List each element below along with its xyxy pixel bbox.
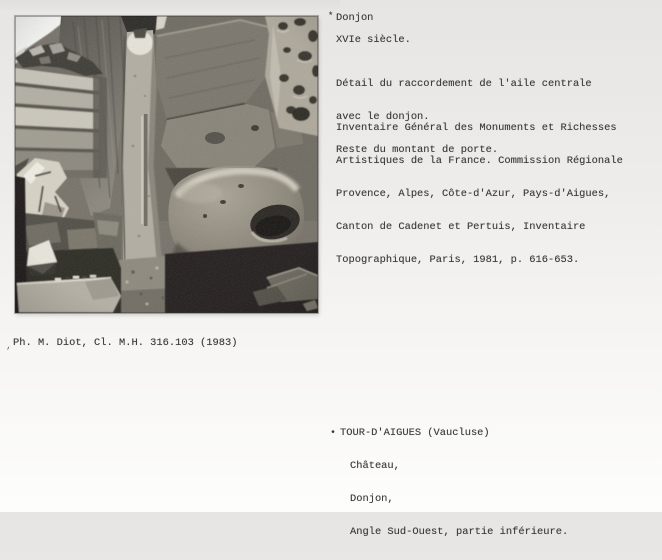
stray-mark: , — [6, 341, 13, 352]
location-title: TOUR-D'AIGUES (Vaucluse) — [340, 427, 490, 439]
reference-line: Inventaire Général des Monuments et Richesses — [336, 122, 617, 134]
reference-paragraph — [336, 101, 623, 288]
location-line: Donjon, — [350, 493, 394, 505]
description-line: avec le donjon. — [336, 111, 430, 123]
reference-line: Artistiques de la France. Commission Régionale — [336, 155, 623, 167]
location-bullet: • — [330, 428, 337, 439]
location-line: Château, — [350, 460, 400, 472]
title: Donjon — [336, 12, 374, 24]
description-line: Reste du montant de porte. — [336, 144, 499, 156]
description-line: Détail du raccordement de l'aile centrale — [336, 78, 592, 90]
photo-credit-caption: Ph. M. Diot, Cl. M.H. 316.103 (1983) — [13, 337, 238, 349]
photo-vignette — [15, 16, 318, 313]
title-bullet: * — [328, 11, 334, 21]
location-details — [350, 439, 568, 560]
period: XVIe siècle. — [336, 34, 411, 46]
stone-masonry-photo-graphic — [15, 16, 318, 313]
reference-line: Provence, Alpes, Côte-d'Azur, Pays-d'Aigues, — [336, 188, 611, 200]
photograph — [15, 16, 318, 313]
scan-edge-artifact — [0, 0, 340, 13]
reference-line: Canton de Cadenet et Pertuis, Inventaire — [336, 221, 586, 233]
location-line: Angle Sud-Ouest, partie inférieure. — [350, 526, 569, 538]
reference-line: Topographique, Paris, 1981, p. 616-653. — [336, 254, 580, 266]
